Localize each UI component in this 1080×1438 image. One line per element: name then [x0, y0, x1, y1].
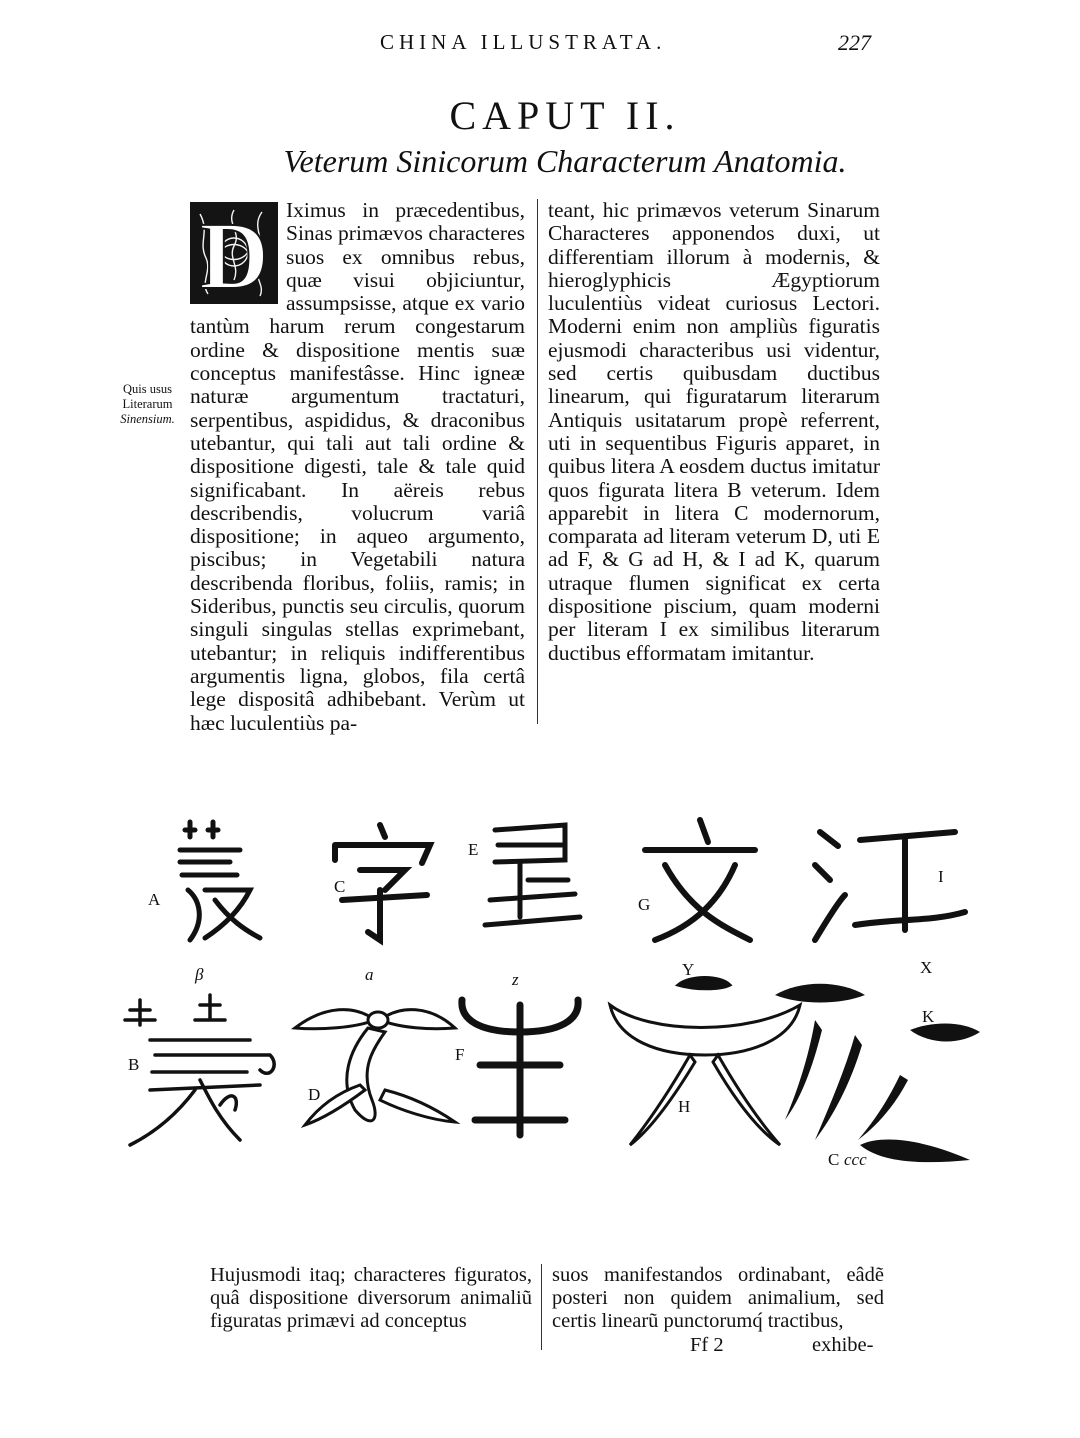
figure-label-g: G — [638, 895, 651, 914]
bottom-left-column — [210, 1264, 532, 1333]
ancient-character-k-fish — [775, 984, 980, 1162]
left-text-column — [190, 199, 525, 735]
column-divider — [537, 199, 538, 724]
left-column-text: Iximus in præcedentibus, Sinas primævos characteres suos ex omnibus rebus, quæ visui objiciuntur, assumpsisse, atque ex vario tantùm harum rerum congestarum ordine & dispositione mentis suæ conceptus manifestâsse. Hinc igneæ naturæ argumentum tractaturi, serpentibus, aspididus, & draconibus utebantur, qui tali aut tali ordine & dispositione digesti, tale & tale quid significabant. In aëreis rebus describendis, volucrum variâ dispositione; in aqueo argumento, piscibus; in Vegetabili natura describenda floribus, foliis, ramis; in Sideribus, punctis seu circulis, quorum singuli singulas stellas exprimebant, utebantur; in reliquis indifferentibus argumentis ligna, globos, fila certâ lege dispositâ adhibebant. Verùm ut hæc luculentiùs pa- — [190, 198, 525, 735]
figure-label-ccc: ccc — [844, 1150, 867, 1169]
figure-label-b: B — [128, 1055, 140, 1074]
catchword: exhibe- — [812, 1334, 874, 1356]
figure-label-beta: β — [195, 965, 204, 984]
figure-label-x: X — [920, 958, 933, 977]
figure-label-k: K — [922, 1007, 935, 1026]
ancient-character-h — [610, 978, 800, 1146]
right-text-column — [548, 199, 880, 665]
margin-note-line: Literarum — [122, 397, 173, 411]
figure-label-alpha: a — [365, 965, 374, 984]
figure-label-z: z — [512, 970, 519, 989]
modern-character-g — [645, 820, 755, 940]
dropcap-letter: D — [199, 202, 269, 304]
ancient-character-f — [462, 1000, 578, 1135]
margin-note-line: Sinensium. — [120, 412, 175, 426]
figure-label-f: F — [455, 1045, 465, 1064]
figure-label-e: E — [468, 840, 479, 859]
ancient-character-b — [125, 995, 274, 1145]
margin-note-line: Quis usus — [123, 382, 172, 396]
figure-label-a: A — [148, 890, 161, 909]
right-column-text: teant, hic primævos veterum Sinarum Characteres apponendos duxi, ut differentiam illorum à modernis, & hieroglyphicis Ægyptiorum luculentiùs videat curiosus Lectori. Moderni enim non ampliùs figuratis ejusmodi characteribus usi videntur, sed certis quibusdam ductibus linearum, qui figuratarum literarum Antiquis usitatarum propè referrent, uti in sequentibus Figuris apparet, in quibus litera A eosdem ductus imitatur quos figurata litera B veterum. Idem apparebit in litera C modernorum, comparata ad literam veterum D, uti E ad F, & G ad H, & I ad K, quarum utraque flumen significat ex certa dispositione piscium, quam moderni per literam I ex similibus literarum ductibus efformatam imitantur. — [548, 198, 880, 665]
bottom-right-text: suos manifestandos ordinabant, eâdẽ posteri non quidem animalium, sed certis linearũ punctorumq́ tractibus, — [552, 1264, 884, 1332]
ancient-character-d — [295, 1010, 455, 1125]
figure-label-h: H — [678, 1097, 691, 1116]
chapter-title: CAPUT II. — [449, 93, 681, 138]
modern-character-c — [335, 825, 430, 940]
chapter-subtitle: Veterum Sinicorum Characterum Anatomia. — [283, 143, 847, 179]
signature-mark: Ff 2 — [690, 1334, 724, 1356]
figure-label-d: D — [308, 1085, 321, 1104]
character-plate — [110, 800, 990, 1190]
ornamental-dropcap-d — [190, 202, 278, 304]
bottom-right-column — [552, 1264, 884, 1333]
modern-character-e — [485, 825, 580, 925]
page-number: 227 — [838, 30, 871, 55]
character-figure — [110, 800, 990, 1190]
modern-character-a — [180, 822, 260, 940]
bottom-column-divider — [541, 1264, 542, 1350]
bottom-left-text: Hujusmodi itaq; characteres figuratos, quâ dispositione diversorum animaliũ figuratas primævi ad conceptus — [210, 1264, 532, 1332]
running-title: CHINA ILLUSTRATA. — [380, 30, 667, 54]
figure-label-c: C — [334, 877, 346, 896]
margin-note — [110, 382, 185, 427]
modern-character-i — [815, 832, 965, 940]
figure-label-y: Y — [682, 960, 695, 979]
figure-label-i: I — [938, 867, 944, 886]
figure-label-c-bottom: C — [828, 1150, 840, 1169]
